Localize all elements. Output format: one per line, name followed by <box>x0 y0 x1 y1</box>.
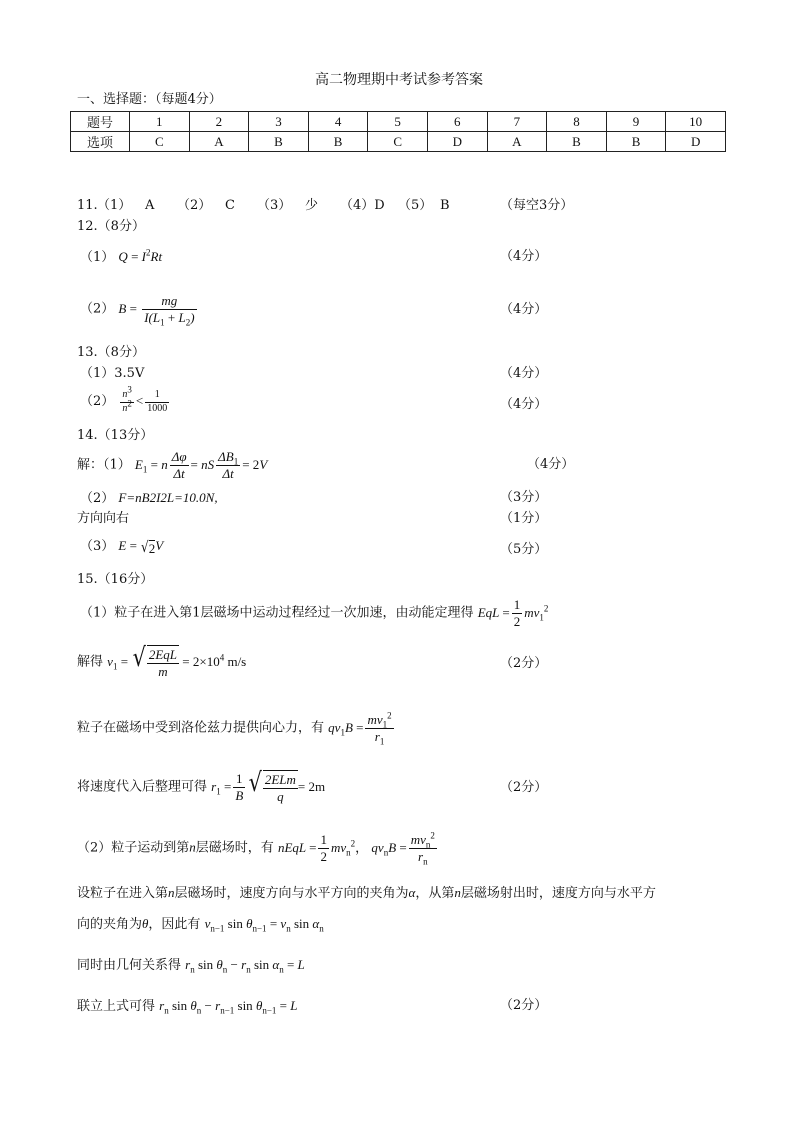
table-cell: 4 <box>308 112 368 132</box>
q13-header: 13.（8分） <box>77 345 145 360</box>
q12-p2-score: （4分） <box>500 302 548 317</box>
table-cell: 5 <box>368 112 428 132</box>
formula-kinetic-energy: EqL = $\frac{1}{2}$ $mv_1^2$ <box>477 597 549 630</box>
table-cell: A <box>487 132 547 152</box>
q13-p1-score: （4分） <box>500 366 548 381</box>
q15-line1 <box>80 597 548 631</box>
q15-line5: （2）粒子运动到第n层磁场时，有 nEqL = $\frac{1}{2}$ $mv_n^2$， $qv_nB$ = $\frac{mv_n^2}{r_n}$ <box>77 832 439 866</box>
part-label: 解：（1） <box>77 457 131 473</box>
q15-text: 层磁场时，速度方向与水平方向的夹角为 <box>174 886 409 901</box>
q11-number: 11. <box>77 198 98 213</box>
q15-line7: 向的夹角为θ，因此有 $v_{n-1}$ $\sin \theta_{n-1} = v_n$ $\sin \alpha_n$ <box>77 916 324 934</box>
q15-text: 层磁场射出时，速度方向与水平方 <box>460 886 656 901</box>
formula-ratio: $\frac{n^3}{n^2}$ < $\frac{1}{1000}$ <box>122 384 168 414</box>
table-cell: B <box>249 132 309 152</box>
table-cell: C <box>368 132 428 152</box>
q15-line9-score: （2分） <box>500 998 548 1013</box>
table-cell: 1 <box>130 112 190 132</box>
q15-line3 <box>77 712 396 746</box>
formula-combined: $r_n$ $\sin \theta_n - r_{n-1}$ $\sin \theta_{n-1} = L$ <box>159 998 298 1016</box>
q15-line6: 设粒子在进入第n层磁场时，速度方向与水平方向的夹角为α，从第n层磁场射出时，速度方向与水平方 <box>77 885 656 901</box>
table-cell: 6 <box>427 112 487 132</box>
table-cell: C <box>130 132 190 152</box>
formula-velocity-relation: $v_{n-1}$ $\sin \theta_{n-1} = v_n$ $\sin \alpha_n$ <box>204 916 324 934</box>
q12-p1-score: （4分） <box>500 249 548 264</box>
q15-text: 解得 <box>77 654 104 670</box>
q11-score: （每空3分） <box>500 198 574 213</box>
part-label: （2） <box>80 491 115 506</box>
q14-part2 <box>80 491 218 505</box>
q11-part-label: （1） <box>97 198 132 213</box>
formula-effective-emf: E = √ 2 V <box>118 537 164 556</box>
q13-p2-score: （4分） <box>500 397 548 412</box>
formula-velocity: $v_1$ = √ $\frac{\text{2EqL}}{m}$ = $2\times 10^4$ m/s <box>107 643 247 680</box>
q13-part1: （1）3.5V <box>80 366 145 381</box>
q11-part-answer: （4）D <box>340 198 385 213</box>
q12-part2 <box>80 293 199 327</box>
q11-part-label: （5） <box>398 198 433 213</box>
part-label: （1） <box>80 250 115 265</box>
q14-header: 14.（13分） <box>77 428 154 443</box>
q12-header: 12.（8分） <box>77 219 145 234</box>
row-label: 选项 <box>71 132 130 152</box>
table-cell: A <box>189 132 249 152</box>
q15-header: 15.（16分） <box>77 572 154 587</box>
table-cell: B <box>606 132 666 152</box>
q15-text: 将速度代入后整理可得 <box>77 779 208 795</box>
q11-answer: 少 <box>305 198 319 213</box>
formula-radius: $r_1$ = $\frac{1}{B}$ √ $\frac{\text{2ELm}}{q}$ = 2m <box>211 768 326 805</box>
formula-joule-heat: $Q = I^2Rt$ <box>118 247 163 264</box>
q11-answer: C <box>225 198 235 213</box>
table-row-answers <box>71 132 726 152</box>
q14-p2-score: （3分） <box>500 490 548 505</box>
formula-magnetic-field: B = $\frac{mg}{I(L_1 + L_2)}$ <box>118 293 195 328</box>
part-label: （2） <box>80 393 115 409</box>
table-row-numbers <box>71 112 726 132</box>
table-cell: 3 <box>249 112 309 132</box>
q15-line4 <box>77 770 325 806</box>
answer-table <box>70 111 726 152</box>
q15-text: 联立上式可得 <box>77 999 156 1014</box>
page-title: 高二物理期中考试参考答案 <box>315 72 483 88</box>
section-heading-choice: 一、选择题：（每题4分） <box>77 92 222 107</box>
q15-line9 <box>77 998 298 1016</box>
q15-text: 层磁场时，有 <box>195 840 274 856</box>
formula-force: F=nB2I2L=10.0N, <box>118 490 218 505</box>
q13-part2 <box>80 384 171 415</box>
table-cell: B <box>308 132 368 152</box>
formula-layer-n: nEqL = $\frac{1}{2}$ $mv_n^2$， $qv_nB$ = $\frac{mv_n^2}{r_n}$ <box>277 830 435 867</box>
q12-part1 <box>80 247 163 265</box>
q15-line8 <box>77 957 305 975</box>
q15-line2 <box>77 645 246 681</box>
q14-p3-score: （5分） <box>500 542 548 557</box>
table-cell: 10 <box>666 112 726 132</box>
q15-text: ，因此有 <box>148 917 201 932</box>
q11-answer: B <box>440 198 450 213</box>
q15-text: ，从第 <box>415 886 455 901</box>
q11-part-label: （2） <box>177 198 212 213</box>
q15-text: （2）粒子运动到第 <box>77 840 190 856</box>
q11-part-label: （3） <box>257 198 292 213</box>
q14-part3 <box>80 539 163 555</box>
table-cell: D <box>666 132 726 152</box>
q15-text: 同时由几何关系得 <box>77 958 182 973</box>
q15-text: （1）粒子在进入第1层磁场中运动过程经过一次加速，由动能定理得 <box>80 605 474 621</box>
q11-answer: A <box>145 198 155 213</box>
q14-dir-score: （1分） <box>500 511 548 526</box>
table-cell: 7 <box>487 112 547 132</box>
q14-direction: 方向向右 <box>77 511 130 526</box>
q15-line2-score: （2分） <box>500 656 548 671</box>
q15-text: 设粒子在进入第 <box>77 886 169 901</box>
table-cell: D <box>427 132 487 152</box>
formula-geometry: $r_n$ $\sin \theta_n - r_n$ $\sin \alpha_n = L$ <box>185 957 305 975</box>
q14-p1-score: （4分） <box>527 457 575 472</box>
q14-part1 <box>77 449 267 483</box>
table-cell: B <box>547 132 607 152</box>
formula-emf: $E_1 = n$ $\frac{\Delta\varphi}{\Delta t}$ = nS $\frac{\Delta B_1}{\Delta t}$ = 2V <box>134 449 268 482</box>
part-label: （3） <box>80 539 115 554</box>
q15-text: 向的夹角为 <box>77 917 143 932</box>
table-cell: 2 <box>189 112 249 132</box>
part-label: （2） <box>80 301 115 317</box>
row-label: 题号 <box>71 112 130 132</box>
table-cell: 8 <box>547 112 607 132</box>
formula-lorentz: $qv_1B$ = $\frac{mv_1^2}{r_1}$ <box>328 710 392 747</box>
q15-text: 粒子在磁场中受到洛伦兹力提供向心力，有 <box>77 720 325 736</box>
table-cell: 9 <box>606 112 666 132</box>
q15-line4-score: （2分） <box>500 780 548 795</box>
